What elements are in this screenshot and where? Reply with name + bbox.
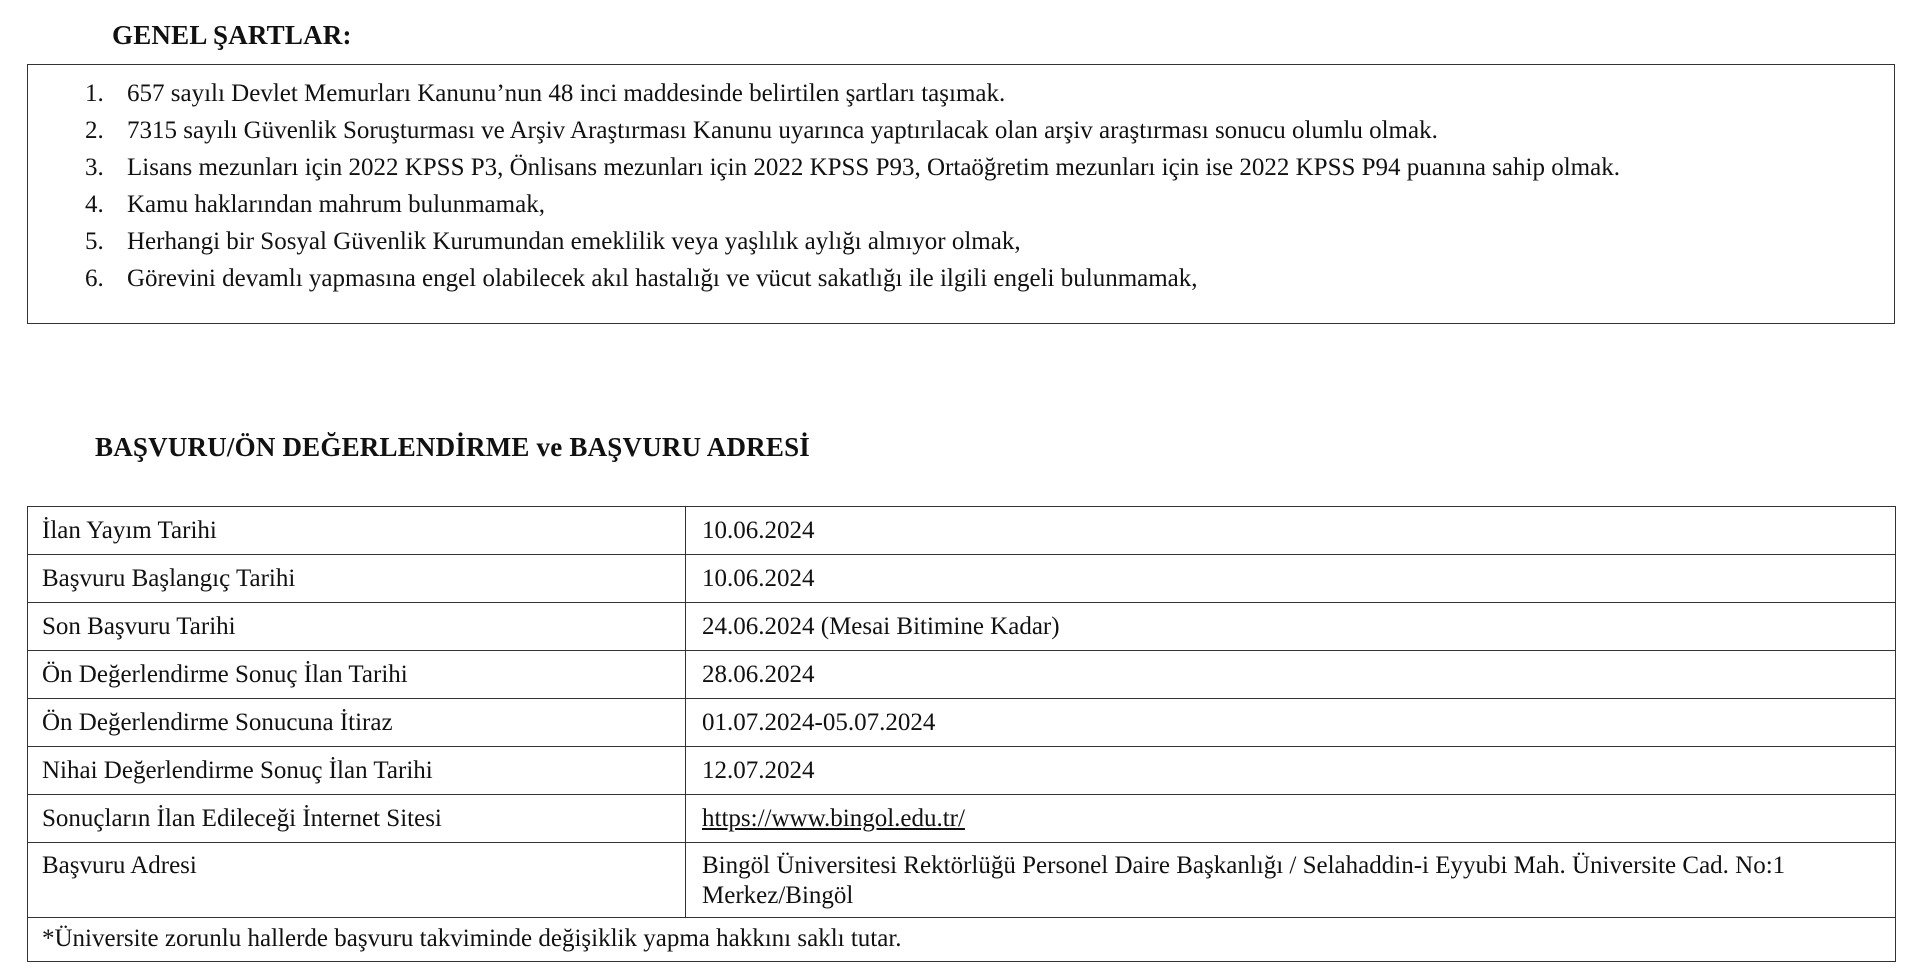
table-row <box>28 843 1896 918</box>
row-value: 10.06.2024 <box>686 555 1896 603</box>
row-value: 12.07.2024 <box>686 747 1896 795</box>
row-value <box>686 795 1896 843</box>
row-label: Başvuru Adresi <box>28 843 686 918</box>
condition-text: Görevini devamlı yapmasına engel olabilecek akıl hastalığı ve vücut sakatlığı ile ilgili engeli bulunmamak, <box>127 265 1198 292</box>
condition-item <box>28 75 1894 112</box>
row-label: Ön Değerlendirme Sonucuna İtiraz <box>28 699 686 747</box>
row-label: İlan Yayım Tarihi <box>28 507 686 555</box>
condition-number: 2. <box>85 117 104 144</box>
condition-item <box>28 223 1894 260</box>
row-value: 10.06.2024 <box>686 507 1896 555</box>
conditions-box <box>27 64 1895 324</box>
row-label: Sonuçların İlan Edileceği İnternet Sitesi <box>28 795 686 843</box>
table-row <box>28 603 1896 651</box>
row-value: 24.06.2024 (Mesai Bitimine Kadar) <box>686 603 1896 651</box>
table-row <box>28 795 1896 843</box>
row-label: Ön Değerlendirme Sonuç İlan Tarihi <box>28 651 686 699</box>
condition-text: Kamu haklarından mahrum bulunmamak, <box>127 191 545 218</box>
table-row <box>28 699 1896 747</box>
condition-item <box>28 149 1894 186</box>
condition-number: 3. <box>85 154 104 181</box>
genel-sartlar-title: GENEL ŞARTLAR: <box>112 20 352 50</box>
condition-text: Lisans mezunları için 2022 KPSS P3, Önlisans mezunları için 2022 KPSS P93, Ortaöğretim mezunları için ise 2022 KPSS P94 puanına sahip olmak. <box>127 154 1620 181</box>
condition-item <box>28 112 1894 149</box>
table-row <box>28 747 1896 795</box>
row-value: Bingöl Üniversitesi Rektörlüğü Personel Daire Başkanlığı / Selahaddin-i Eyyubi Mah. Üniversite Cad. No:1 Merkez/Bingöl <box>686 843 1896 918</box>
row-value: 28.06.2024 <box>686 651 1896 699</box>
schedule-note: *Üniversite zorunlu hallerde başvuru takviminde değişiklik yapma hakkını saklı tutar. <box>28 918 1896 962</box>
condition-text: Herhangi bir Sosyal Güvenlik Kurumundan emeklilik veya yaşlılık aylığı almıyor olmak, <box>127 228 1021 255</box>
row-label: Başvuru Başlangıç Tarihi <box>28 555 686 603</box>
condition-item <box>28 186 1894 223</box>
condition-number: 4. <box>85 191 104 218</box>
row-value: 01.07.2024-05.07.2024 <box>686 699 1896 747</box>
condition-text: 7315 sayılı Güvenlik Soruşturması ve Arşiv Araştırması Kanunu uyarınca yaptırılacak olan arşiv araştırması sonucu olumlu olmak. <box>127 117 1438 144</box>
condition-number: 1. <box>85 80 104 107</box>
table-row <box>28 507 1896 555</box>
conditions-list <box>28 65 1894 297</box>
condition-number: 6. <box>85 265 104 292</box>
basvuru-title: BAŞVURU/ÖN DEĞERLENDİRME ve BAŞVURU ADRESİ <box>95 432 810 462</box>
row-label: Nihai Değerlendirme Sonuç İlan Tarihi <box>28 747 686 795</box>
website-link[interactable]: https://www.bingol.edu.tr/ <box>702 805 965 832</box>
condition-number: 5. <box>85 228 104 255</box>
table-row-note <box>28 918 1896 962</box>
condition-item <box>28 260 1894 297</box>
application-schedule-table <box>27 506 1896 962</box>
table-row <box>28 651 1896 699</box>
condition-text: 657 sayılı Devlet Memurları Kanunu’nun 48 inci maddesinde belirtilen şartları taşımak. <box>127 80 1006 107</box>
row-label: Son Başvuru Tarihi <box>28 603 686 651</box>
table-row <box>28 555 1896 603</box>
